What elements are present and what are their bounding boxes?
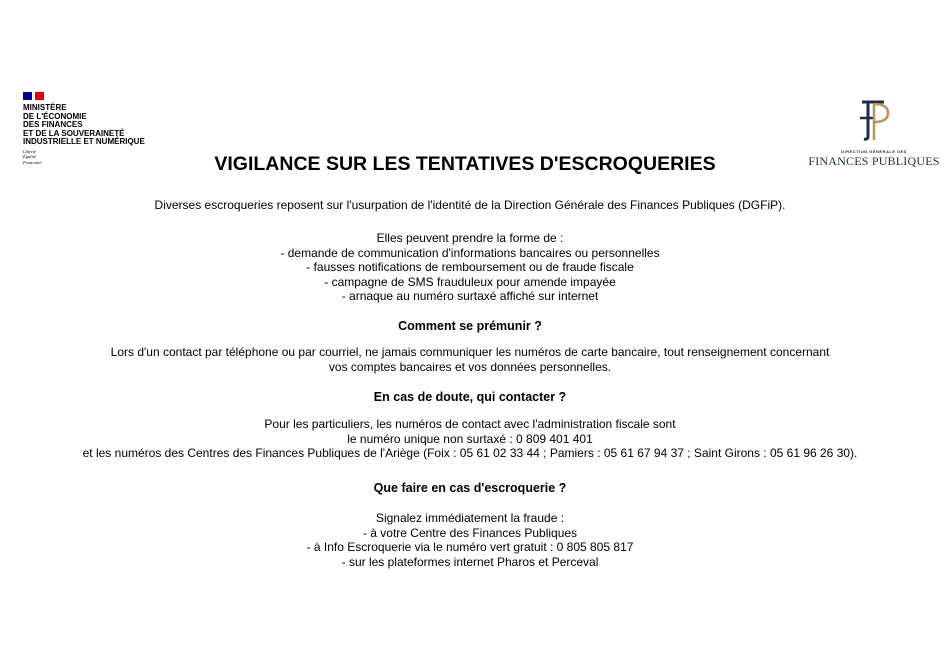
text-line: Lors d'un contact par téléphone ou par courriel, ne jamais communiquer les numéros de carte bancaire, tout renseignement concernant bbox=[110, 345, 830, 359]
marianne-flag-icon bbox=[23, 92, 145, 100]
list-line: - arnaque au numéro surtaxé affiché sur internet bbox=[341, 289, 599, 303]
text-line: - sur les plateformes internet Pharos et Perceval bbox=[341, 554, 599, 569]
action-text bbox=[0, 511, 940, 569]
text-line: Pour les particuliers, les numéros de contact avec l'administration fiscale sont bbox=[264, 417, 676, 431]
intro-paragraph bbox=[0, 198, 940, 213]
ministry-line: MINISTÈRE bbox=[23, 103, 67, 112]
action-heading: Que faire en cas d'escroquerie ? bbox=[373, 481, 567, 495]
text-line: vos comptes bancaires et vos données personnelles. bbox=[328, 359, 612, 374]
list-line: Elles peuvent prendre la forme de : bbox=[376, 231, 564, 245]
motto-line: Fraternité bbox=[23, 159, 42, 165]
text-line: - à votre Centre des Finances Publiques bbox=[362, 525, 578, 540]
ministry-line: DE L'ÉCONOMIE bbox=[23, 111, 87, 121]
dgfip-subtitle: DIRECTION GÉNÉRALE DES bbox=[841, 149, 907, 154]
forms-list bbox=[0, 231, 940, 304]
dgfip-name: FINANCES PUBLIQUES bbox=[808, 154, 940, 168]
page-title: VIGILANCE SUR LES TENTATIVES D'ESCROQUERIES bbox=[214, 153, 716, 175]
list-line: - fausses notifications de remboursement ou de fraude fiscale bbox=[306, 260, 634, 274]
ministry-line: DES FINANCES bbox=[23, 120, 83, 130]
ministry-line: INDUSTRIELLE ET NUMÉRIQUE bbox=[23, 137, 145, 147]
fp-monogram-icon bbox=[854, 96, 894, 142]
intro-text: Diverses escroqueries reposent sur l'usurpation de l'identité de la Direction Générale des Finances Publiques (DGFiP). bbox=[154, 198, 786, 212]
motto-line: Égalité bbox=[23, 154, 36, 160]
prevent-heading: Comment se prémunir ? bbox=[398, 319, 542, 333]
text-line: le numéro unique non surtaxé : 0 809 401 401 bbox=[347, 431, 593, 446]
motto-line: Liberté bbox=[23, 148, 36, 154]
ministry-line: ET DE LA SOUVERAINETÉ bbox=[23, 128, 125, 138]
text-line: Signalez immédiatement la fraude : bbox=[375, 511, 565, 525]
text-line: et les numéros des Centres des Finances Publiques de l'Ariège (Foix : 05 61 02 33 44 ; Pamiers : 05 61 67 94 37 ; Saint Girons : 05 61 96 26 30). bbox=[82, 446, 858, 460]
text-line: - à Info Escroquerie via le numéro vert gratuit : 0 805 805 817 bbox=[306, 540, 634, 554]
list-line: - campagne de SMS frauduleux pour amende impayée bbox=[324, 274, 616, 289]
list-line: - demande de communication d'informations bancaires ou personnelles bbox=[280, 245, 660, 260]
prevent-text bbox=[0, 345, 940, 374]
contact-heading: En cas de doute, qui contacter ? bbox=[373, 390, 567, 404]
contact-text bbox=[0, 417, 940, 461]
